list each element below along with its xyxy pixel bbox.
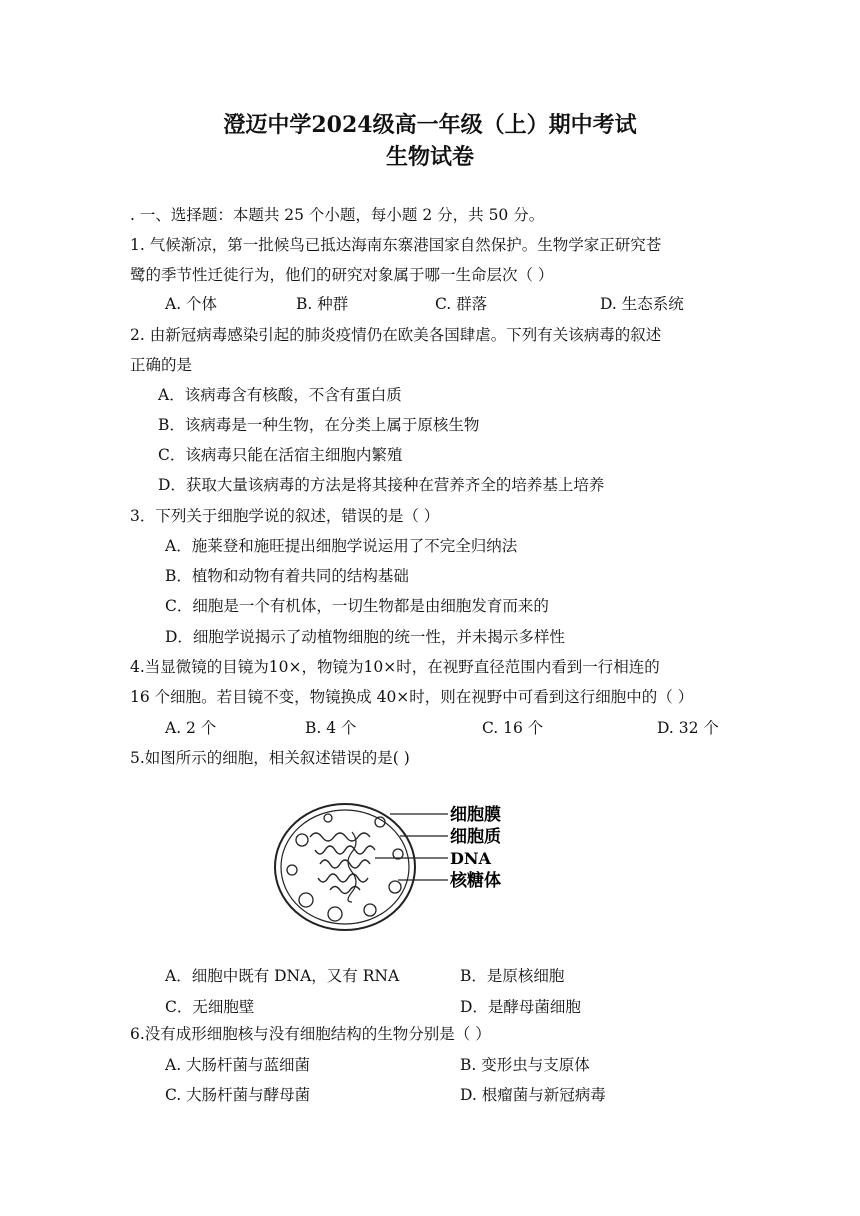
ribosome-3 (299, 893, 313, 907)
question-4-option-b: B. 4 个 (305, 719, 357, 737)
cell-membrane-inner (281, 810, 409, 924)
question-2-line-2: 正确的是 (130, 356, 193, 374)
question-6-option-c: C. 大肠杆菌与酵母菌 (165, 1086, 311, 1104)
question-2-line-1: 2. 由新冠病毒感染引起的肺炎疫情仍在欧美各国肆虐。下列有关该病毒的叙述 (130, 326, 662, 344)
question-1-option-d: D. 生态系统 (600, 295, 684, 313)
question-4-line-2: 16 个细胞。若目镜不变，物镜换成 40×时，则在视野中可看到这行细胞中的（ ） (130, 688, 694, 706)
question-5-option-c: C．无细胞壁 (165, 998, 255, 1016)
question-1-line-2: 鹭的季节性迁徙行为，他们的研究对象属于哪一生命层次（ ） (130, 266, 554, 284)
question-6-line-1: 6.没有成形细胞核与没有细胞结构的生物分别是（ ） (130, 1025, 491, 1043)
question-3-line-1: 3．下列关于细胞学说的叙述，错误的是（ ） (130, 507, 440, 525)
question-5-option-b: B．是原核细胞 (460, 967, 565, 985)
ribosome-6 (389, 881, 401, 893)
figure-label-membrane: 细胞膜 (450, 805, 501, 825)
dna-coil (310, 833, 375, 894)
question-1-option-c: C. 群落 (435, 295, 488, 313)
question-6-option-b: B. 变形虫与支原体 (460, 1056, 590, 1074)
prokaryotic-cell-diagram (270, 792, 530, 942)
question-4-option-c: C. 16 个 (482, 719, 544, 737)
figure-label-ribosome: 核糖体 (450, 871, 501, 891)
figure-label-dna: DNA (450, 849, 491, 868)
question-6-option-a: A. 大肠杆菌与蓝细菌 (165, 1056, 311, 1074)
cell-diagram-svg (270, 792, 530, 942)
exam-title: 澄迈中学2024级高一年级（上）期中考试 (223, 112, 637, 138)
question-2-option-c: C．该病毒只能在活宿主细胞内繁殖 (158, 446, 403, 464)
question-4-line-1: 4.当显微镜的目镜为10×，物镜为10×时，在视野直径范围内看到一行相连的 (130, 658, 660, 676)
question-3-option-c: C．细胞是一个有机体，一切生物都是由细胞发育而来的 (165, 597, 549, 615)
question-4-option-d: D. 32 个 (657, 719, 719, 737)
question-3-option-b: B．植物和动物有着共同的结构基础 (165, 567, 409, 585)
section-heading: . 一、选择题：本题共 25 个小题，每小题 2 分，共 50 分。 (130, 206, 545, 224)
exam-subtitle: 生物试卷 (385, 144, 474, 170)
question-1-option-a: A. 个体 (165, 295, 218, 313)
question-5-option-a: A．细胞中既有 DNA，又有 RNA (165, 967, 400, 985)
question-2-option-a: A．该病毒含有核酸，不含有蛋白质 (158, 386, 402, 404)
ribosome-5 (364, 904, 376, 916)
ribosome-9 (324, 814, 332, 822)
question-4-option-a: A. 2 个 (165, 719, 217, 737)
question-3-option-d: D．细胞学说揭示了动植物细胞的统一性，并未揭示多样性 (165, 628, 565, 646)
ribosome-4 (328, 907, 342, 921)
ribosome-1 (296, 834, 308, 846)
ribosome-2 (287, 865, 297, 875)
question-1-option-b: B. 种群 (296, 295, 349, 313)
figure-label-cytoplasm: 细胞质 (450, 827, 501, 847)
question-5-option-d: D．是酵母菌细胞 (460, 998, 581, 1016)
question-2-option-d: D．获取大量该病毒的方法是将其接种在营养齐全的培养基上培养 (158, 476, 605, 494)
question-1-line-1: 1. 气候渐凉，第一批候鸟已抵达海南东寨港国家自然保护。生物学家正研究苍 (130, 236, 662, 254)
question-5-line-1: 5.如图所示的细胞，相关叙述错误的是( ) (130, 749, 410, 767)
question-6-option-d: D. 根瘤菌与新冠病毒 (460, 1086, 606, 1104)
question-2-option-b: B．该病毒是一种生物，在分类上属于原核生物 (158, 416, 480, 434)
question-3-option-a: A．施莱登和施旺提出细胞学说运用了不完全归纳法 (165, 537, 518, 555)
